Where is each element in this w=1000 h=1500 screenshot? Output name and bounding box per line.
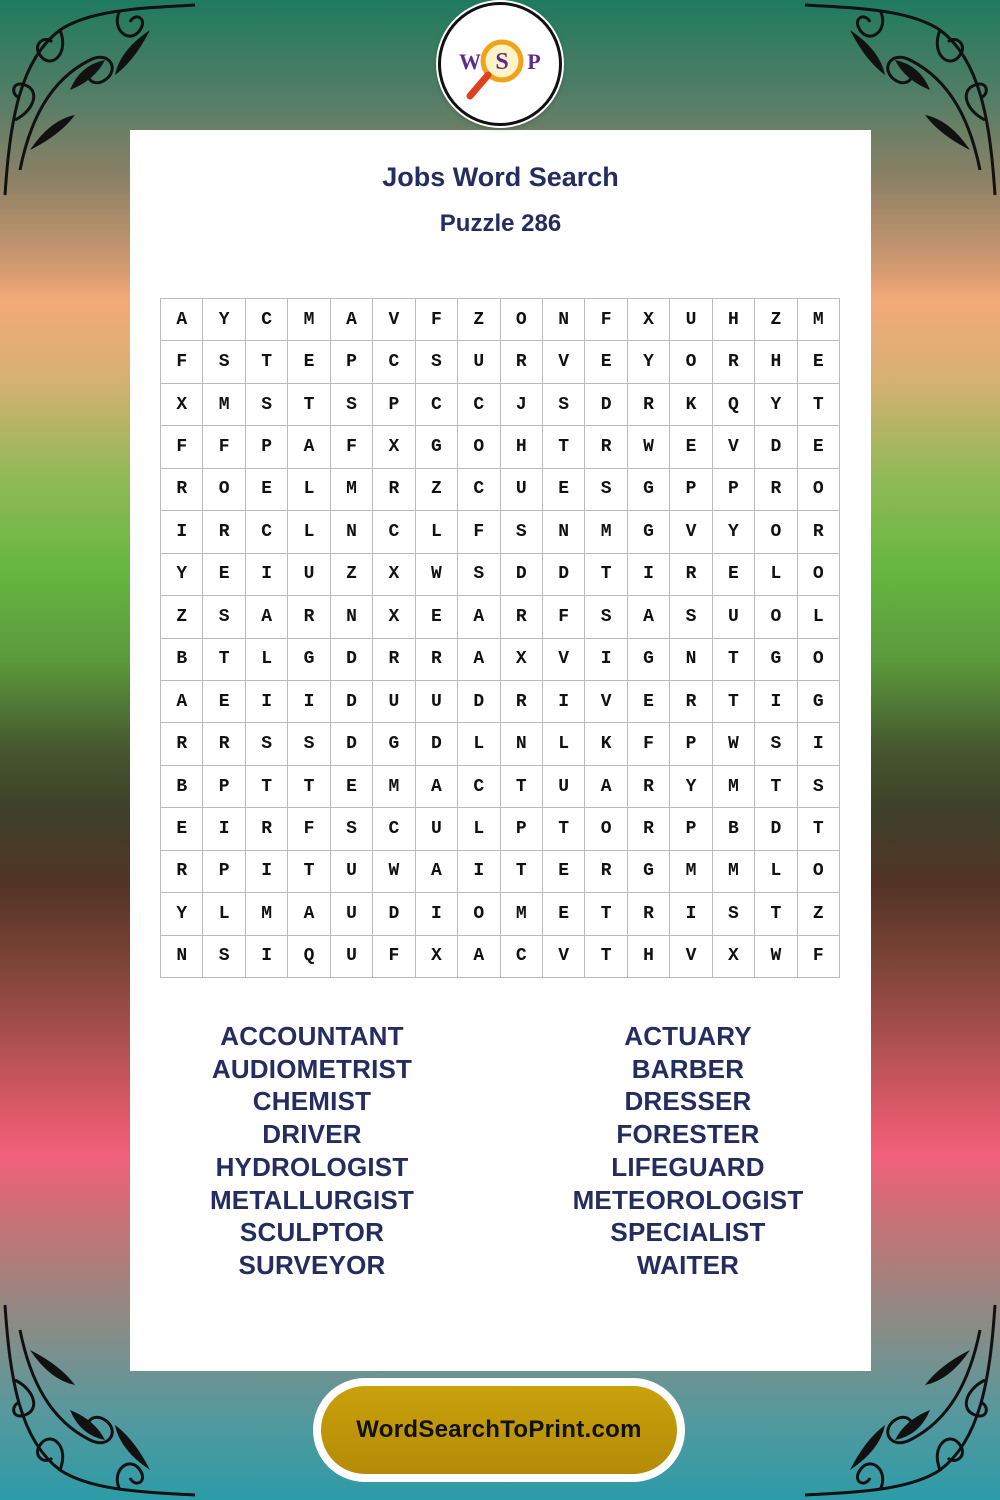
grid-cell[interactable]: L (798, 596, 840, 638)
grid-cell[interactable]: A (161, 299, 203, 341)
grid-cell[interactable]: C (246, 299, 288, 341)
grid-cell[interactable]: E (161, 808, 203, 850)
grid-cell[interactable]: L (755, 851, 797, 893)
grid-cell[interactable]: R (670, 554, 712, 596)
grid-cell[interactable]: R (161, 851, 203, 893)
grid-cell[interactable]: T (288, 384, 330, 426)
grid-cell[interactable]: D (501, 554, 543, 596)
word-list-item: METALLURGIST (209, 1184, 415, 1215)
grid-cell[interactable]: A (458, 596, 500, 638)
grid-cell[interactable]: R (373, 639, 415, 681)
grid-cell[interactable]: M (585, 511, 627, 553)
word-list-right (508, 1020, 868, 1282)
grid-cell[interactable]: D (458, 681, 500, 723)
grid-cell[interactable]: S (755, 723, 797, 765)
grid-cell[interactable]: L (755, 554, 797, 596)
grid-cell[interactable]: N (331, 596, 373, 638)
grid-cell[interactable]: C (458, 384, 500, 426)
grid-cell[interactable]: G (628, 469, 670, 511)
grid-cell[interactable]: E (288, 341, 330, 383)
grid-cell[interactable]: I (585, 639, 627, 681)
grid-cell[interactable]: A (458, 639, 500, 681)
grid-cell[interactable]: U (331, 851, 373, 893)
grid-cell[interactable]: T (585, 893, 627, 935)
grid-cell[interactable]: S (203, 596, 245, 638)
grid-cell[interactable]: G (798, 681, 840, 723)
grid-cell[interactable]: I (246, 936, 288, 978)
grid-cell[interactable]: K (670, 384, 712, 426)
grid-cell[interactable]: B (161, 766, 203, 808)
grid-cell[interactable]: T (713, 639, 755, 681)
grid-cell[interactable]: F (331, 426, 373, 468)
grid-cell[interactable]: P (331, 341, 373, 383)
grid-cell[interactable]: E (246, 469, 288, 511)
grid-cell[interactable]: S (203, 936, 245, 978)
grid-cell[interactable]: O (501, 299, 543, 341)
grid-cell[interactable]: V (713, 426, 755, 468)
grid-cell[interactable]: N (331, 511, 373, 553)
grid-cell[interactable]: P (670, 723, 712, 765)
grid-cell[interactable]: A (585, 766, 627, 808)
grid-cell[interactable]: G (628, 511, 670, 553)
grid-cell[interactable]: W (416, 554, 458, 596)
grid-cell[interactable]: R (585, 851, 627, 893)
word-list-item: FORESTER (616, 1119, 760, 1150)
grid-cell[interactable]: Y (161, 893, 203, 935)
grid-cell[interactable]: O (798, 639, 840, 681)
grid-cell[interactable]: W (713, 723, 755, 765)
word-list-item: ACTUARY (624, 1021, 752, 1051)
grid-cell[interactable]: F (161, 341, 203, 383)
grid-cell[interactable]: N (161, 936, 203, 978)
grid-cell[interactable]: I (670, 893, 712, 935)
grid-cell[interactable]: C (373, 511, 415, 553)
grid-cell[interactable]: E (203, 554, 245, 596)
grid-cell[interactable]: N (501, 723, 543, 765)
word-list-item: SCULPTOR (239, 1217, 385, 1248)
grid-cell[interactable]: O (798, 469, 840, 511)
grid-cell[interactable]: U (331, 936, 373, 978)
grid-cell[interactable]: X (501, 639, 543, 681)
grid-cell[interactable]: L (458, 723, 500, 765)
word-list-item: HYDROLOGIST (215, 1151, 409, 1182)
grid-cell[interactable]: Z (161, 596, 203, 638)
word-list-item: METEOROLOGIST (572, 1184, 804, 1215)
grid-cell[interactable]: F (543, 596, 585, 638)
grid-cell[interactable]: R (628, 384, 670, 426)
grid-cell[interactable]: T (246, 341, 288, 383)
grid-cell[interactable]: U (543, 766, 585, 808)
logo-letter: P (527, 49, 541, 74)
grid-cell[interactable]: Y (203, 299, 245, 341)
grid-cell[interactable]: Q (713, 384, 755, 426)
grid-cell[interactable]: S (458, 554, 500, 596)
grid-cell[interactable]: M (331, 469, 373, 511)
grid-cell[interactable]: M (798, 299, 840, 341)
grid-cell[interactable]: I (246, 554, 288, 596)
word-list-item: ACCOUNTANT (220, 1021, 404, 1051)
grid-cell[interactable]: L (246, 639, 288, 681)
grid-cell[interactable]: M (713, 766, 755, 808)
grid-cell[interactable]: O (755, 511, 797, 553)
logo-letter: W (459, 49, 481, 74)
grid-cell[interactable]: A (416, 851, 458, 893)
grid-cell[interactable]: R (161, 723, 203, 765)
grid-cell[interactable]: I (628, 554, 670, 596)
grid-cell[interactable]: B (713, 808, 755, 850)
grid-cell[interactable]: S (203, 341, 245, 383)
grid-cell[interactable]: T (755, 893, 797, 935)
grid-cell[interactable]: D (331, 639, 373, 681)
grid-cell[interactable]: S (246, 723, 288, 765)
grid-cell[interactable]: P (203, 766, 245, 808)
grid-cell[interactable]: V (543, 639, 585, 681)
grid-cell[interactable]: Z (458, 299, 500, 341)
grid-cell[interactable]: Z (755, 299, 797, 341)
grid-cell[interactable]: Z (798, 893, 840, 935)
puzzle-number: Puzzle 286 (439, 210, 562, 237)
grid-cell[interactable]: U (288, 554, 330, 596)
grid-cell[interactable]: O (670, 341, 712, 383)
grid-cell[interactable]: U (713, 596, 755, 638)
grid-cell[interactable]: S (798, 766, 840, 808)
grid-cell[interactable]: D (331, 723, 373, 765)
grid-cell[interactable]: E (585, 341, 627, 383)
grid-cell[interactable]: M (670, 851, 712, 893)
grid-cell[interactable]: I (161, 511, 203, 553)
grid-cell[interactable]: D (416, 723, 458, 765)
grid-cell[interactable]: W (373, 851, 415, 893)
grid-cell[interactable]: E (670, 426, 712, 468)
grid-cell[interactable]: X (416, 936, 458, 978)
grid-cell[interactable]: V (543, 341, 585, 383)
grid-cell[interactable]: D (585, 384, 627, 426)
grid-cell[interactable]: Y (713, 511, 755, 553)
grid-cell[interactable]: A (246, 596, 288, 638)
grid-cell[interactable]: F (373, 936, 415, 978)
grid-cell[interactable]: F (585, 299, 627, 341)
grid-cell[interactable]: Y (161, 554, 203, 596)
magnifier-icon (450, 14, 550, 114)
grid-cell[interactable]: D (373, 893, 415, 935)
grid-cell[interactable]: I (543, 681, 585, 723)
grid-cell[interactable]: C (373, 808, 415, 850)
wsp-logo[interactable] (438, 2, 562, 126)
grid-cell[interactable]: X (373, 596, 415, 638)
website-button[interactable] (313, 1378, 685, 1482)
grid-cell[interactable]: Y (670, 766, 712, 808)
grid-cell[interactable]: S (585, 469, 627, 511)
grid-cell[interactable]: P (501, 808, 543, 850)
grid-cell[interactable]: R (203, 723, 245, 765)
grid-cell[interactable]: N (670, 639, 712, 681)
word-list-item: SURVEYOR (238, 1249, 386, 1280)
grid-cell[interactable]: G (416, 426, 458, 468)
grid-cell[interactable]: M (501, 893, 543, 935)
grid-cell[interactable]: Y (755, 384, 797, 426)
grid-cell[interactable]: E (628, 681, 670, 723)
grid-cell[interactable]: R (798, 511, 840, 553)
grid-cell[interactable]: D (543, 554, 585, 596)
grid-cell[interactable]: Y (628, 341, 670, 383)
grid-cell[interactable]: R (501, 596, 543, 638)
word-list-left (132, 1020, 492, 1282)
grid-cell[interactable]: T (501, 766, 543, 808)
grid-cell[interactable]: T (798, 384, 840, 426)
grid-cell[interactable]: R (670, 681, 712, 723)
grid-cell[interactable]: U (331, 893, 373, 935)
grid-cell[interactable]: E (203, 681, 245, 723)
grid-cell[interactable]: G (628, 639, 670, 681)
grid-cell[interactable]: C (501, 936, 543, 978)
grid-cell[interactable]: T (246, 766, 288, 808)
grid-cell[interactable]: I (755, 681, 797, 723)
grid-cell[interactable]: U (501, 469, 543, 511)
grid-cell[interactable]: R (416, 639, 458, 681)
grid-cell[interactable]: V (373, 299, 415, 341)
grid-cell[interactable]: L (458, 808, 500, 850)
grid-cell[interactable]: R (246, 808, 288, 850)
logo-letter: S (495, 49, 509, 75)
grid-cell[interactable]: G (373, 723, 415, 765)
word-list-item: SPECIALIST (610, 1217, 766, 1248)
grid-cell[interactable]: K (585, 723, 627, 765)
grid-cell[interactable]: E (331, 766, 373, 808)
grid-cell[interactable]: I (246, 851, 288, 893)
grid-cell[interactable]: V (543, 936, 585, 978)
grid-cell[interactable]: A (331, 299, 373, 341)
grid-cell[interactable]: R (161, 469, 203, 511)
grid-cell[interactable]: E (416, 596, 458, 638)
grid-cell[interactable]: C (246, 511, 288, 553)
grid-cell[interactable]: P (373, 384, 415, 426)
grid-cell[interactable]: R (501, 341, 543, 383)
word-list-item: CHEMIST (252, 1086, 372, 1117)
grid-cell[interactable]: M (246, 893, 288, 935)
grid-cell[interactable]: X (373, 426, 415, 468)
grid-cell[interactable]: O (798, 554, 840, 596)
grid-cell[interactable]: P (246, 426, 288, 468)
grid-cell[interactable]: T (203, 639, 245, 681)
grid-cell[interactable]: V (670, 511, 712, 553)
grid-cell[interactable]: A (288, 426, 330, 468)
grid-cell[interactable]: S (713, 893, 755, 935)
grid-cell[interactable]: T (713, 681, 755, 723)
grid-cell[interactable]: F (203, 426, 245, 468)
grid-cell[interactable]: I (246, 681, 288, 723)
grid-cell[interactable]: R (628, 893, 670, 935)
grid-cell[interactable]: H (713, 299, 755, 341)
grid-cell[interactable]: E (798, 426, 840, 468)
grid-cell[interactable]: C (458, 766, 500, 808)
grid-cell[interactable]: V (670, 936, 712, 978)
grid-cell[interactable]: S (416, 341, 458, 383)
word-list-item: WAITER (636, 1249, 740, 1280)
grid-cell[interactable]: Q (288, 936, 330, 978)
grid-cell[interactable]: U (458, 341, 500, 383)
grid-cell[interactable]: S (288, 723, 330, 765)
grid-cell[interactable]: F (458, 511, 500, 553)
grid-cell[interactable]: D (331, 681, 373, 723)
grid-cell[interactable]: L (543, 723, 585, 765)
grid-cell[interactable]: A (628, 596, 670, 638)
grid-cell[interactable]: C (416, 384, 458, 426)
grid-cell[interactable]: L (288, 511, 330, 553)
grid-cell[interactable]: F (628, 723, 670, 765)
grid-cell[interactable]: T (288, 766, 330, 808)
grid-cell[interactable]: I (288, 681, 330, 723)
grid-cell[interactable]: O (798, 851, 840, 893)
grid-cell[interactable]: P (713, 469, 755, 511)
grid-cell[interactable]: S (585, 596, 627, 638)
letter-grid[interactable] (160, 298, 840, 978)
grid-cell[interactable]: E (543, 893, 585, 935)
grid-cell[interactable]: A (458, 936, 500, 978)
grid-cell[interactable]: M (203, 384, 245, 426)
grid-cell[interactable]: P (203, 851, 245, 893)
grid-cell[interactable]: N (543, 299, 585, 341)
grid-cell[interactable]: P (670, 808, 712, 850)
grid-cell[interactable]: F (798, 936, 840, 978)
grid-cell[interactable]: P (670, 469, 712, 511)
word-list-item: BARBER (631, 1053, 745, 1084)
grid-cell[interactable]: F (416, 299, 458, 341)
grid-cell[interactable]: G (755, 639, 797, 681)
grid-cell[interactable]: D (755, 808, 797, 850)
grid-cell[interactable]: R (755, 469, 797, 511)
grid-cell[interactable]: X (373, 554, 415, 596)
grid-cell[interactable]: A (161, 681, 203, 723)
grid-cell[interactable]: U (373, 681, 415, 723)
grid-cell[interactable]: T (288, 851, 330, 893)
grid-cell[interactable]: X (628, 299, 670, 341)
grid-cell[interactable]: U (416, 808, 458, 850)
grid-cell[interactable]: A (416, 766, 458, 808)
grid-cell[interactable]: I (203, 808, 245, 850)
grid-cell[interactable]: C (458, 469, 500, 511)
grid-cell[interactable]: L (203, 893, 245, 935)
grid-cell[interactable]: I (458, 851, 500, 893)
grid-cell[interactable]: O (203, 469, 245, 511)
puzzle-sheet (130, 130, 871, 1371)
grid-cell[interactable]: R (501, 681, 543, 723)
grid-cell[interactable]: R (628, 766, 670, 808)
grid-cell[interactable]: O (755, 596, 797, 638)
grid-cell[interactable]: S (543, 384, 585, 426)
grid-cell[interactable]: W (628, 426, 670, 468)
grid-cell[interactable]: S (670, 596, 712, 638)
grid-cell[interactable]: M (288, 299, 330, 341)
grid-cell[interactable]: W (755, 936, 797, 978)
grid-cell[interactable]: M (373, 766, 415, 808)
grid-cell[interactable]: T (798, 808, 840, 850)
grid-cell[interactable]: T (501, 851, 543, 893)
grid-cell[interactable]: D (755, 426, 797, 468)
grid-cell[interactable]: R (628, 808, 670, 850)
grid-cell[interactable]: X (713, 936, 755, 978)
grid-cell[interactable]: L (416, 511, 458, 553)
grid-cell[interactable]: I (416, 893, 458, 935)
grid-cell[interactable]: S (246, 384, 288, 426)
grid-cell[interactable]: X (161, 384, 203, 426)
grid-cell[interactable]: H (628, 936, 670, 978)
grid-cell[interactable]: G (628, 851, 670, 893)
grid-cell[interactable]: O (585, 808, 627, 850)
grid-cell[interactable]: T (585, 554, 627, 596)
grid-cell[interactable]: C (373, 341, 415, 383)
grid-cell[interactable]: O (458, 893, 500, 935)
website-link-label[interactable]: WordSearchToPrint.com (321, 1386, 677, 1474)
grid-cell[interactable]: F (288, 808, 330, 850)
grid-cell[interactable]: L (288, 469, 330, 511)
grid-cell[interactable]: T (585, 936, 627, 978)
grid-cell[interactable]: I (798, 723, 840, 765)
grid-cell[interactable]: S (331, 808, 373, 850)
grid-cell[interactable]: Z (331, 554, 373, 596)
grid-cell[interactable]: E (543, 469, 585, 511)
grid-cell[interactable]: R (373, 469, 415, 511)
grid-cell[interactable]: R (713, 341, 755, 383)
grid-cell[interactable]: R (585, 426, 627, 468)
grid-cell[interactable]: R (203, 511, 245, 553)
grid-cell[interactable]: F (161, 426, 203, 468)
word-list-item: DRIVER (262, 1119, 362, 1150)
grid-cell[interactable]: Z (416, 469, 458, 511)
grid-cell[interactable]: U (670, 299, 712, 341)
grid-cell[interactable]: U (416, 681, 458, 723)
grid-cell[interactable]: J (501, 384, 543, 426)
grid-cell[interactable]: S (331, 384, 373, 426)
grid-cell[interactable]: E (713, 554, 755, 596)
word-list-item: LIFEGUARD (611, 1151, 765, 1182)
grid-cell[interactable]: R (288, 596, 330, 638)
grid-cell[interactable]: E (798, 341, 840, 383)
grid-cell[interactable]: E (543, 851, 585, 893)
grid-cell[interactable]: O (458, 426, 500, 468)
grid-cell[interactable]: T (543, 808, 585, 850)
page-title: Jobs Word Search (382, 162, 619, 192)
grid-cell[interactable]: A (288, 893, 330, 935)
grid-cell[interactable]: B (161, 639, 203, 681)
grid-cell[interactable]: M (713, 851, 755, 893)
grid-cell[interactable]: N (543, 511, 585, 553)
grid-cell[interactable]: T (543, 426, 585, 468)
word-list-item: DRESSER (624, 1086, 752, 1117)
grid-cell[interactable]: V (585, 681, 627, 723)
word-list-item: AUDIOMETRIST (211, 1053, 413, 1084)
grid-cell[interactable]: T (755, 766, 797, 808)
grid-cell[interactable]: H (755, 341, 797, 383)
grid-cell[interactable]: G (288, 639, 330, 681)
grid-cell[interactable]: H (501, 426, 543, 468)
grid-cell[interactable]: S (501, 511, 543, 553)
